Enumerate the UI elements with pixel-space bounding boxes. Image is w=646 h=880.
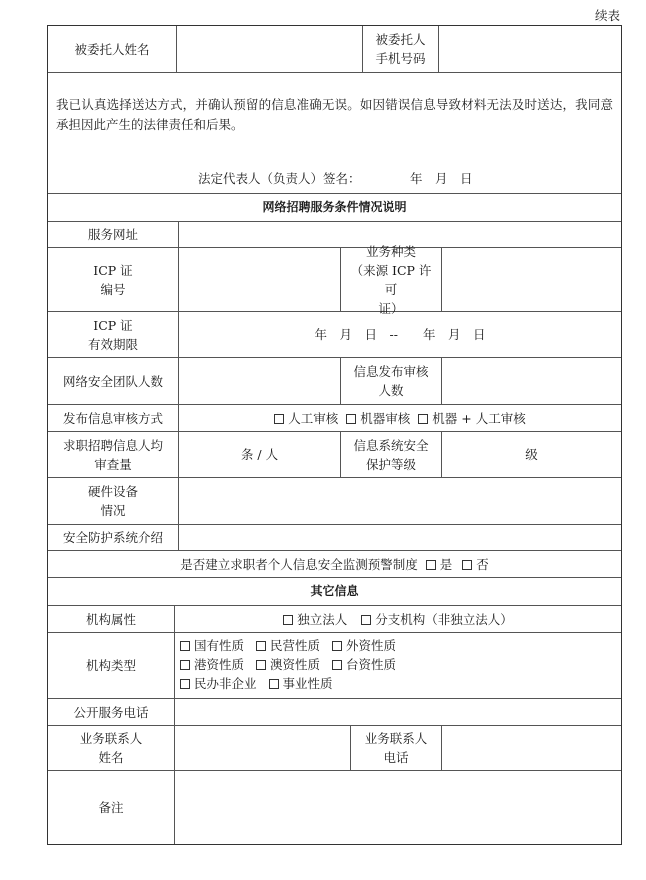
other-section-row [48, 578, 621, 606]
attribute-row [48, 606, 621, 633]
review-option-combined[interactable]: 机器 + 人工审核 [418, 409, 525, 428]
delegate-row [48, 26, 621, 73]
security-team-value[interactable] [178, 358, 340, 404]
org-type-institution[interactable]: 事业性质 [269, 676, 333, 691]
contact-name-value[interactable] [174, 726, 350, 770]
network-section-title: 网络招聘服务条件情况说明 [262, 200, 407, 214]
protection-value[interactable] [178, 525, 621, 550]
checkbox[interactable] [418, 414, 428, 424]
warning-row [48, 551, 621, 578]
contact-phone-value[interactable] [441, 726, 621, 770]
remarks-label: 备注 [98, 800, 124, 815]
hardware-row [48, 478, 621, 525]
public-phone-label: 公开服务电话 [73, 704, 149, 720]
security-level-label: 信息系统安全 保护等级 [340, 432, 441, 477]
remarks-value[interactable] [174, 771, 621, 844]
attribute-options [174, 606, 621, 632]
checkbox[interactable] [180, 679, 190, 689]
org-type-foreign[interactable]: 外资性质 [332, 638, 396, 653]
review-count-label: 信息发布审核 人数 [340, 358, 441, 404]
network-section-row [48, 194, 621, 222]
warning-yes-option[interactable]: 是 [426, 557, 453, 572]
org-type-state[interactable]: 国有性质 [180, 638, 244, 653]
icp-number-row [48, 243, 621, 316]
delegate-phone-value[interactable] [438, 26, 621, 72]
business-type-value[interactable] [441, 248, 621, 311]
signature-date: 年 月 日 [410, 171, 473, 186]
protection-label: 安全防护系统介绍 [62, 530, 163, 545]
remarks-row [48, 771, 621, 844]
review-option-machine[interactable]: 机器审核 [346, 409, 410, 428]
icp-validity-row [48, 312, 621, 358]
business-type-label: 业务种类 （来源 ICP 许可 证） [340, 248, 441, 311]
service-url-row [48, 222, 621, 248]
icp-validity-value[interactable]: 年 月 日 -- 年 月 日 [178, 312, 621, 357]
delegate-phone-label: 被委托人 手机号码 [362, 26, 438, 72]
security-team-label: 网络安全团队人数 [62, 373, 163, 389]
hardware-label: 硬件设备 情况 [87, 484, 138, 518]
review-method-row [48, 405, 621, 432]
avg-review-row [48, 432, 621, 478]
application-form [47, 25, 622, 845]
protection-row [48, 525, 621, 551]
attribute-label: 机构属性 [85, 611, 136, 627]
checkbox[interactable] [346, 414, 356, 424]
continued-label: 续表 [594, 8, 620, 23]
icp-number-label: ICP 证 编号 [93, 262, 133, 297]
review-count-value[interactable] [441, 358, 621, 404]
checkbox[interactable] [269, 679, 279, 689]
warning-no-option[interactable]: 否 [462, 557, 489, 572]
checkbox[interactable] [274, 414, 284, 424]
checkbox[interactable] [256, 641, 266, 651]
org-type-taiwan[interactable]: 台资性质 [332, 657, 396, 672]
org-type-row [48, 633, 621, 699]
review-option-manual[interactable]: 人工审核 [274, 409, 338, 428]
checkbox[interactable] [361, 615, 371, 625]
contact-name-label: 业务联系人 姓名 [79, 731, 143, 765]
org-type-private[interactable]: 民营性质 [256, 638, 320, 653]
org-type-options [180, 636, 404, 693]
avg-review-value[interactable]: 条 / 人 [178, 432, 340, 477]
hardware-value[interactable] [178, 478, 621, 524]
org-type-nonenterprise[interactable]: 民办非企业 [180, 676, 257, 691]
delegate-name-value[interactable] [176, 26, 362, 72]
icp-validity-label: ICP 证 有效期限 [87, 317, 138, 352]
checkbox[interactable] [180, 660, 190, 670]
avg-review-label: 求职招聘信息人均 审查量 [62, 437, 163, 472]
statement-row [48, 73, 621, 194]
org-type-label: 机构类型 [85, 658, 136, 673]
checkbox[interactable] [332, 660, 342, 670]
checkbox[interactable] [462, 560, 472, 570]
statement-text: 我已认真选择送达方式，并确认预留的信息准确无误。如因错误信息导致材料无法及时送达，我同意承担因此产生的法律责任和后果。 [56, 97, 613, 132]
review-method-label: 发布信息审核方式 [62, 410, 163, 426]
contact-row [48, 726, 621, 771]
checkbox[interactable] [180, 641, 190, 651]
security-level-value[interactable]: 级 [441, 432, 621, 477]
review-method-options [178, 405, 621, 431]
checkbox[interactable] [256, 660, 266, 670]
checkbox[interactable] [332, 641, 342, 651]
contact-phone-label: 业务联系人 电话 [350, 726, 441, 770]
org-type-macau[interactable]: 澳资性质 [256, 657, 320, 672]
attribute-option-branch[interactable]: 分支机构（非独立法人） [361, 610, 513, 629]
attribute-option-independent[interactable]: 独立法人 [283, 610, 347, 629]
checkbox[interactable] [283, 615, 293, 625]
service-url-label: 服务网址 [87, 227, 138, 242]
icp-number-value[interactable] [178, 248, 340, 311]
public-phone-value[interactable] [174, 699, 621, 725]
delegate-name-label: 被委托人姓名 [74, 41, 150, 57]
signature-label: 法定代表人（负责人）签名： [198, 171, 361, 186]
warning-question: 是否建立求职者个人信息安全监测预警制度 是 否 [180, 556, 489, 572]
org-type-hongkong[interactable]: 港资性质 [180, 657, 244, 672]
checkbox[interactable] [426, 560, 436, 570]
security-team-row [48, 358, 621, 405]
public-phone-row [48, 699, 621, 726]
other-section-title: 其它信息 [310, 584, 359, 598]
